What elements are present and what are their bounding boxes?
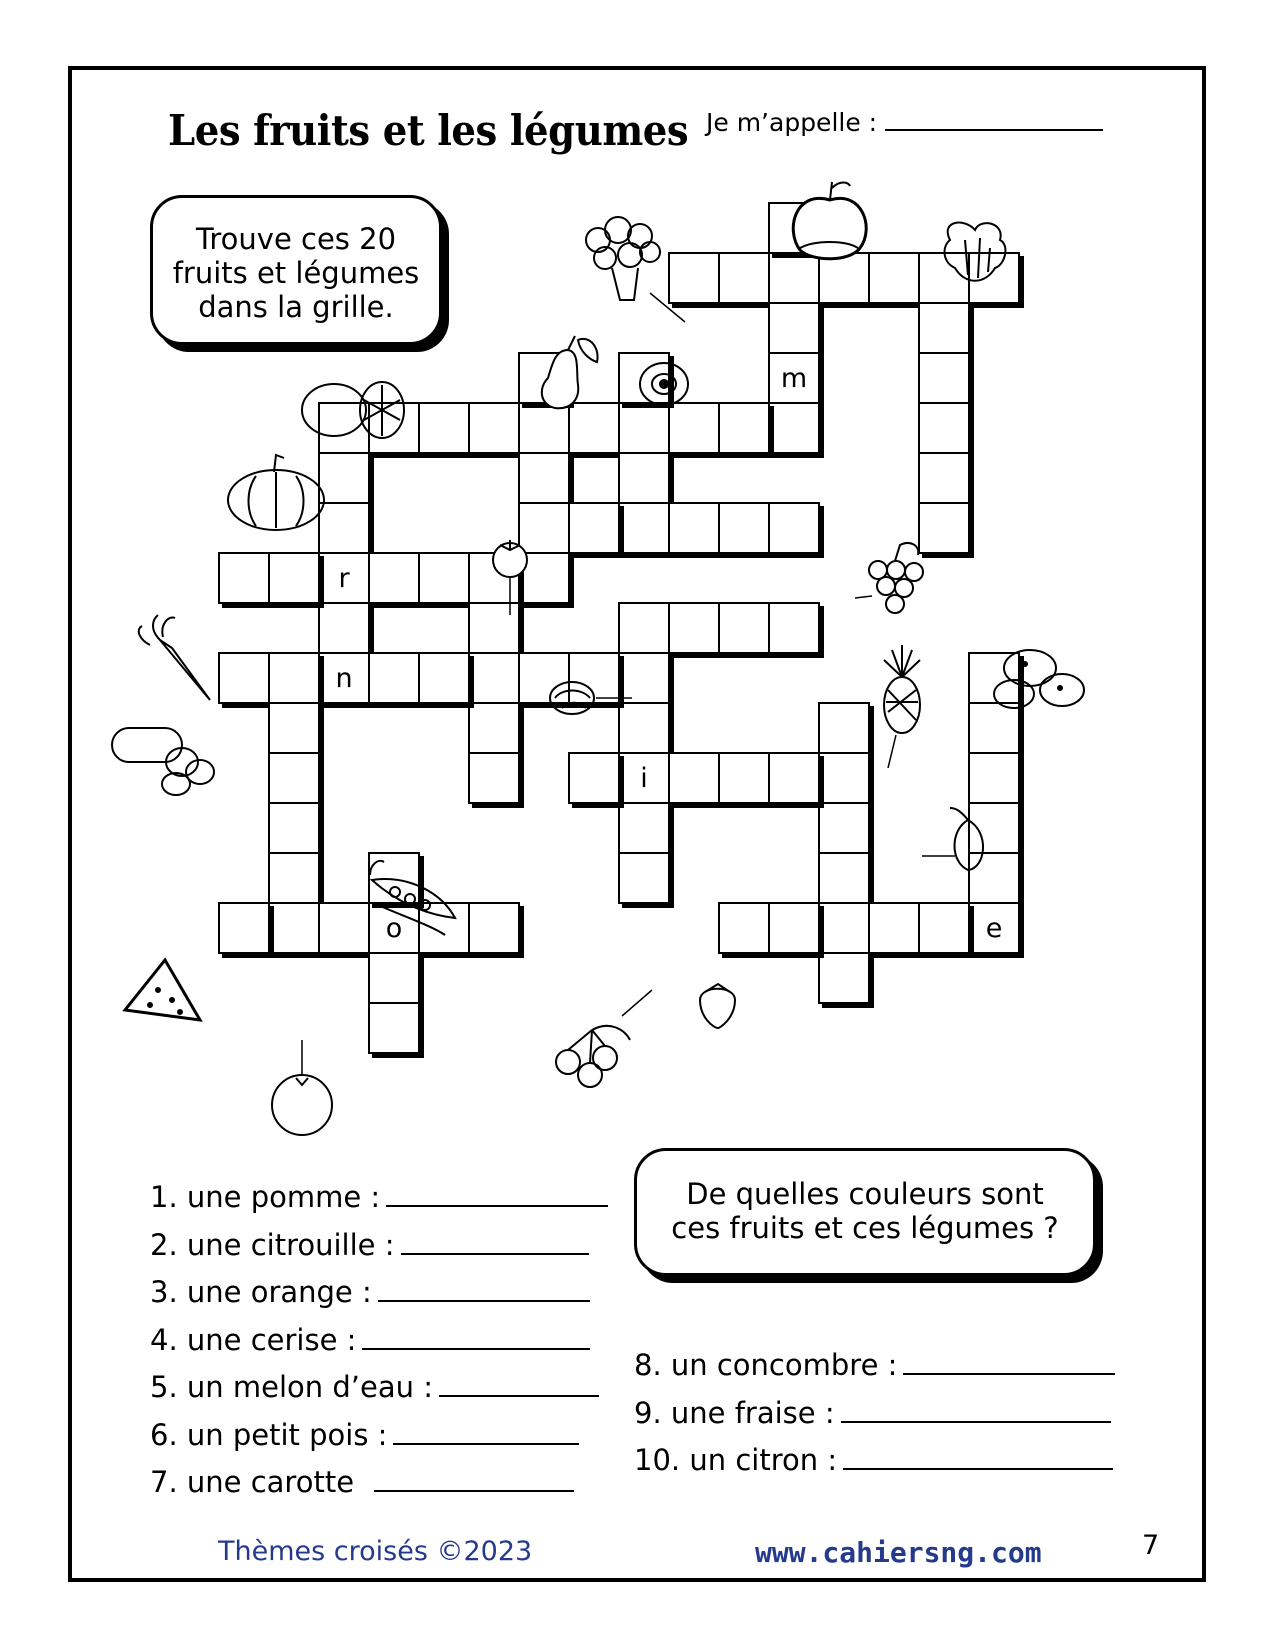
answer-line[interactable]: [843, 1450, 1113, 1470]
crossword-cell-given-letter[interactable]: m: [768, 352, 820, 404]
footer-website-link[interactable]: www.cahiersng.com: [755, 1536, 1042, 1569]
page-number: 7: [1142, 1530, 1160, 1561]
crossword-cell-given-letter[interactable]: e: [968, 902, 1020, 954]
pear-icon: [542, 336, 598, 408]
clue-item: 10. un citron :: [634, 1437, 1115, 1485]
footer-copyright: Thèmes croisés ©2023: [218, 1536, 533, 1567]
answer-line[interactable]: [401, 1235, 589, 1255]
instructions-line-2: fruits et légumes: [172, 256, 420, 290]
answer-line[interactable]: [386, 1187, 608, 1207]
clue-item: 1. une pomme :: [150, 1174, 608, 1222]
clue-item: 7. une carotte: [150, 1459, 608, 1507]
name-label: Je m’appelle :: [706, 108, 878, 137]
crossword-cell-given-letter[interactable]: n: [318, 652, 370, 704]
cherry-icon: [556, 990, 652, 1087]
kiwi-icon: [640, 363, 688, 405]
answer-line[interactable]: [362, 1330, 590, 1350]
colors-question-line-2: ces fruits et ces légumes ?: [671, 1211, 1059, 1245]
carrot-icon: [139, 615, 210, 700]
watermelon-icon: [125, 960, 200, 1020]
tomato-icon: [493, 540, 527, 615]
grapes-icon: [855, 543, 923, 613]
page-title: Les fruits et les légumes: [168, 106, 689, 155]
answer-line[interactable]: [841, 1403, 1111, 1423]
broccoli-icon: [586, 217, 685, 322]
lettuce-icon: [945, 223, 1006, 281]
cucumber-icon: [112, 728, 214, 795]
peas-icon: [370, 861, 455, 935]
answer-line[interactable]: [374, 1472, 574, 1492]
answer-line[interactable]: [378, 1282, 590, 1302]
clue-item: 4. une cerise :: [150, 1317, 608, 1365]
crossword-cell-given-letter[interactable]: o: [368, 902, 420, 954]
clue-item: 8. un concombre :: [634, 1342, 1115, 1390]
clue-item: 3. une orange :: [150, 1269, 608, 1317]
colors-question-line-1: De quelles couleurs sont: [686, 1177, 1044, 1211]
apple-icon: [793, 182, 866, 259]
clue-item: 2. une citrouille :: [150, 1222, 608, 1270]
instructions-line-1: Trouve ces 20: [195, 222, 397, 256]
pumpkin-icon: [228, 455, 324, 530]
crossword-cell-given-letter[interactable]: i: [618, 752, 670, 804]
instructions-line-3: dans la grille.: [198, 290, 394, 324]
orange-icon: [272, 1040, 332, 1135]
answer-line[interactable]: [903, 1355, 1115, 1375]
strawberry-icon: [700, 984, 735, 1028]
pineapple-icon: [884, 645, 920, 768]
lemon-icon: [302, 382, 404, 438]
clue-list-right: [634, 1342, 1115, 1485]
cabbage-icon: [550, 682, 632, 714]
crossword-cell-given-letter[interactable]: r: [318, 552, 370, 604]
potato-icon: [994, 650, 1084, 708]
answer-line[interactable]: [439, 1377, 599, 1397]
answer-line[interactable]: [393, 1425, 579, 1445]
clue-item: 6. un petit pois :: [150, 1412, 608, 1460]
clue-item: 5. un melon d’eau :: [150, 1364, 608, 1412]
clue-item: 9. une fraise :: [634, 1390, 1115, 1438]
onion-icon: [922, 808, 983, 870]
clue-list-left: [150, 1174, 608, 1507]
